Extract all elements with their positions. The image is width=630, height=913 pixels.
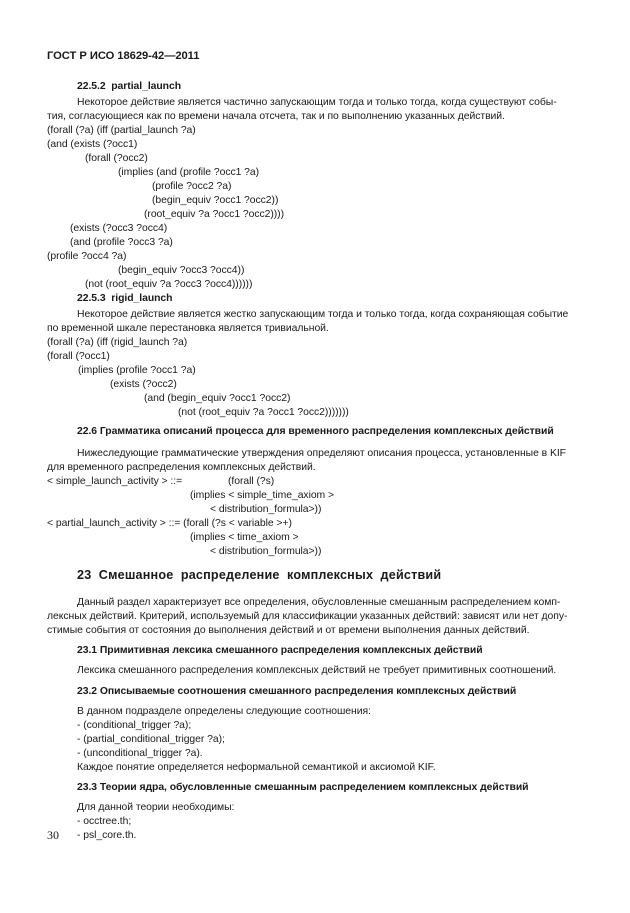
page-number: 30: [47, 828, 59, 842]
subsection-heading: 22.6 Грамматика описаний процесса для временного распределения комплексных действий: [77, 426, 554, 437]
text-line: Нижеследующие грамматические утверждения определяют описания процесса, установленные в KIF: [77, 448, 566, 459]
text-line: (forall (?a) (iff (rigid_launch ?a): [47, 337, 188, 348]
text-line: для временного распределения комплексных действий.: [47, 462, 316, 473]
text-line: (and (exists (?occ1): [47, 139, 138, 150]
text-line: < partial_launch_activity > ::= (forall (?s < variable >+): [47, 518, 292, 529]
text-line: (profile ?occ2 ?a): [152, 181, 232, 192]
text-line: < simple_launch_activity > ::=: [47, 476, 183, 487]
text-line: (root_equiv ?a ?occ1 ?occ2)))): [144, 209, 284, 220]
text-line: Для данной теории необходимы:: [77, 802, 235, 813]
document-header: ГОСТ Р ИСО 18629-42—2011: [47, 50, 200, 62]
text-line: (profile ?occ4 ?a): [47, 251, 127, 262]
subsection-heading: 23.1 Примитивная лексика смешанного распределения комплексных действий: [77, 645, 483, 656]
text-line: < distribution_formula>)): [210, 546, 322, 557]
text-line: (forall (?s): [228, 476, 275, 487]
text-line: - psl_core.th.: [77, 830, 137, 841]
text-line: (implies (and (profile ?occ1 ?a): [118, 167, 260, 178]
text-line: (and (profile ?occ3 ?a): [70, 237, 173, 248]
text-line: (implies (profile ?occ1 ?a): [78, 365, 196, 376]
subsection-heading: 22.5.3 rigid_launch: [77, 293, 173, 304]
text-line: (begin_equiv ?occ3 ?occ4)): [118, 265, 245, 276]
subsection-heading: 22.5.2 partial_launch: [77, 81, 182, 92]
text-line: Данный раздел характеризует все определения, обусловленные смешанным распределением комп-: [77, 597, 561, 608]
text-line: - (partial_conditional_trigger ?a);: [77, 734, 225, 745]
text-line: по временной шкале перестановка является тривиальной.: [47, 323, 329, 334]
text-line: - (conditional_trigger ?a);: [77, 720, 192, 731]
text-line: (exists (?occ3 ?occ4): [70, 223, 168, 234]
subsection-heading: 23.3 Теории ядра, обусловленные смешанным распределением комплексных действий: [77, 782, 529, 793]
text-line: Каждое понятие определяется неформальной семантикой и аксиомой KIF.: [77, 762, 436, 773]
text-line: (implies < simple_time_axiom >: [190, 490, 335, 501]
section-heading: 23 Смешанное распределение комплексных действий: [77, 568, 442, 582]
text-line: (not (root_equiv ?a ?occ3 ?occ4)))))): [85, 279, 253, 290]
text-line: (forall (?occ2): [85, 153, 148, 164]
text-line: стимые события от состояния до выполнения действий и от времени выполнения данных действий.: [47, 625, 530, 636]
text-line: тия, согласующиеся как по времени начала отсчета, так и по выполнению указанных действий.: [47, 111, 505, 122]
text-line: В данном подразделе определены следующие соотношения:: [77, 706, 371, 717]
text-line: Некоторое действие является жестко запускающим тогда и только тогда, когда сохраняющая событие: [77, 309, 569, 320]
text-line: - (unconditional_trigger ?a).: [77, 748, 203, 759]
text-line: (forall (?occ1): [47, 351, 110, 362]
text-line: лексных действий. Критерий, используемый для классификации указанных действий: зависят или нет допу-: [47, 611, 568, 622]
text-line: - occtree.th;: [77, 816, 132, 827]
text-line: Некоторое действие является частично запускающим тогда и только тогда, когда существуют собы-: [77, 97, 557, 108]
text-line: Лексика смешанного распределения комплексных действий не требует примитивных соотношений.: [77, 665, 557, 676]
text-line: < distribution_formula>)): [210, 504, 322, 515]
text-line: (begin_equiv ?occ1 ?occ2)): [152, 195, 279, 206]
text-line: (implies < time_axiom >: [190, 532, 299, 543]
text-line: (forall (?a) (iff (partial_launch ?a): [47, 125, 196, 136]
text-line: (exists (?occ2): [110, 379, 177, 390]
text-line: (not (root_equiv ?a ?occ1 ?occ2))))))): [178, 407, 349, 418]
text-line: (and (begin_equiv ?occ1 ?occ2): [144, 393, 291, 404]
subsection-heading: 23.2 Описываемые соотношения смешанного распределения комплексных действий: [77, 686, 517, 697]
